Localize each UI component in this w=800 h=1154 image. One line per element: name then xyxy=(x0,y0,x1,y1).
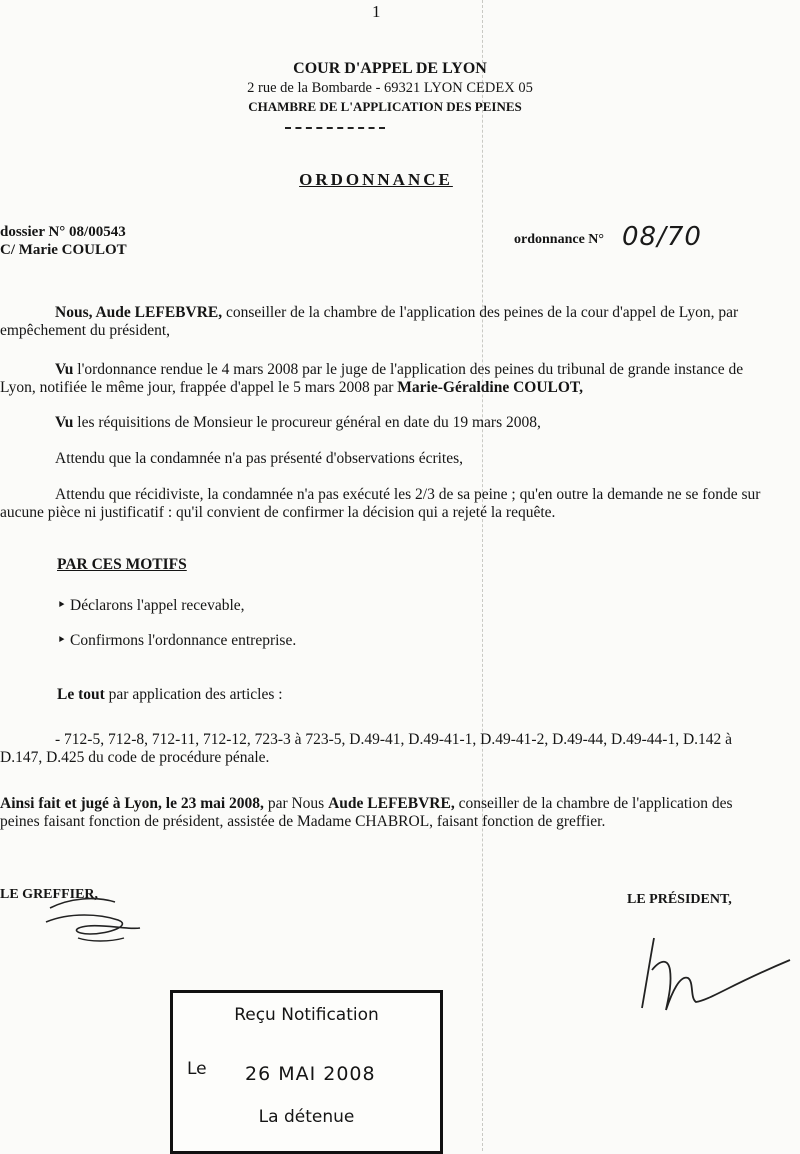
paragraph-attendu-recidiviste: Attendu que récidiviste, la condamnée n'a pas exécuté les 2/3 de sa peine ; qu'en outre la demande ne se fonde sur aucune pièce ni justificatif : qu'il convient de confirmer la décision qui a rejeté la requête. xyxy=(0,486,761,521)
stamp-le-label: Le xyxy=(187,1059,207,1079)
judge-text: conseiller de la chambre de l'application des peines de la cour d'appel de Lyon, par empêchement du président, xyxy=(0,304,739,339)
ordonnance-number-handwritten: 08/70 xyxy=(622,222,702,252)
president-label: LE PRÉSIDENT, xyxy=(627,892,732,907)
dossier-party: C/ Marie COULOT xyxy=(0,242,127,258)
greffier-label: LE GREFFIER, xyxy=(0,887,99,902)
stamp-date: 26 MAI 2008 xyxy=(245,1063,376,1085)
articles-list: - 712-5, 712-8, 712-11, 712-12, 723-3 à 723-5, D.49-41, D.49-41-1, D.49-41-2, D.49-44, D.49-44-1, D.142 à D.147, D.425 du code de procédure pénale. xyxy=(0,731,733,766)
ordonnance-number-label: ordonnance N° xyxy=(514,232,604,247)
stamp-title: Reçu Notification xyxy=(234,1005,379,1025)
paragraph-attendu-observations: Attendu que la condamnée n'a pas présenté d'observations écrites, xyxy=(55,450,464,467)
motif-item-confirmons: ‣ Confirmons l'ordonnance entreprise. xyxy=(57,632,297,649)
paragraph-judge xyxy=(0,304,770,340)
notification-stamp xyxy=(170,990,443,1154)
vu-ordonnance-text: l'ordonnance rendue le 4 mars 2008 par le juge de l'application des peines du tribunal de grande instance de Lyon, notifiée le même jour, frappée d'appel le 5 mars 2008 par xyxy=(0,361,744,396)
greffier-signature xyxy=(40,890,150,950)
motifs-heading: PAR CES MOTIFS xyxy=(57,556,187,573)
president-signature xyxy=(630,930,800,1020)
articles-intro xyxy=(57,686,283,704)
paragraph-vu-ordonnance xyxy=(0,361,770,397)
stamp-recipient: La détenue xyxy=(258,1107,355,1127)
paragraph-vu-requisitions xyxy=(0,414,770,432)
document-title: ORDONNANCE xyxy=(299,170,453,189)
motif-item-recevable: ‣ Déclarons l'appel recevable, xyxy=(57,597,245,614)
header-divider xyxy=(285,127,385,129)
court-name: COUR D'APPEL DE LYON xyxy=(293,60,487,77)
closing-paragraph xyxy=(0,795,775,831)
judge-name: Nous, Aude LEFEBVRE, xyxy=(55,304,223,321)
page-number: 1 xyxy=(372,2,381,21)
chamber-name: CHAMBRE DE L'APPLICATION DES PEINES xyxy=(248,99,522,114)
closing-text-2: conseiller de la chambre de l'application des peines faisant fonction de président, assistée de Madame CHABROL, faisant fonction de greffier. xyxy=(0,795,733,830)
articles-intro-text: par application des articles : xyxy=(104,686,283,703)
appellant-name: Marie-Géraldine COULOT, xyxy=(397,379,583,396)
closing-judge-name: Aude LEFEBVRE, xyxy=(328,795,455,812)
vu-lead-2: Vu xyxy=(55,414,74,431)
vu-lead: Vu xyxy=(55,361,74,378)
dossier-number: dossier N° 08/00543 xyxy=(0,224,126,240)
court-address: 2 rue de la Bombarde - 69321 LYON CEDEX 05 xyxy=(247,80,533,96)
closing-place-date: Ainsi fait et jugé à Lyon, le 23 mai 2008, xyxy=(0,795,264,812)
closing-text-1: par Nous xyxy=(263,795,329,812)
vu-requisitions-text: les réquisitions de Monsieur le procureur général en date du 19 mars 2008, xyxy=(73,414,541,431)
articles-lead: Le tout xyxy=(57,686,105,703)
